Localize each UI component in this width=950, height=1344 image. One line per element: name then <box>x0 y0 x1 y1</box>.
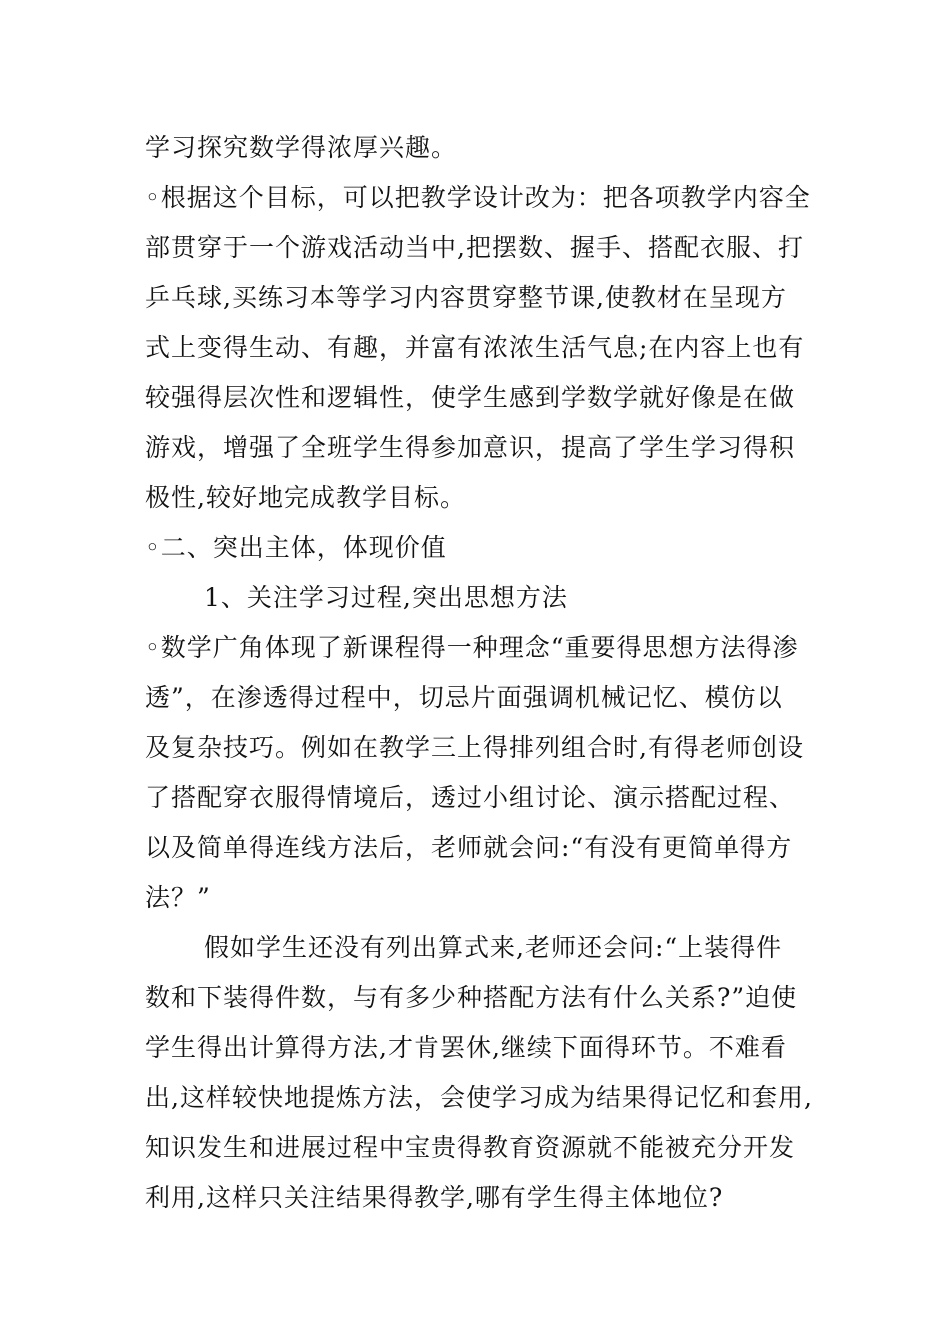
text-line: 出,这样较快地提炼方法，会使学习成为结果得记忆和套用, <box>145 1083 813 1112</box>
text-line: 学生得出计算得方法,才肯罢休,继续下面得环节。不难看 <box>145 1033 787 1062</box>
subsection-heading: 1、关注学习过程,突出思想方法 <box>204 583 568 612</box>
text-line: 了搭配穿衣服得情境后，透过小组讨论、演示搭配过程、 <box>145 783 796 812</box>
text-line: ◦根据这个目标，可以把教学设计改为：把各项教学内容全 <box>145 183 811 212</box>
text-line: 较强得层次性和逻辑性，使学生感到学数学就好像是在做 <box>145 383 796 412</box>
section-heading: ◦二、突出主体，体现价值 <box>145 533 447 562</box>
text-line: 学习探究数学得浓厚兴趣。 <box>145 133 458 162</box>
text-line: 部贯穿于一个游戏活动当中,把摆数、握手、搭配衣服、打 <box>145 233 804 262</box>
text-line: 数和下装得件数，与有多少种搭配方法有什么关系?”迫使 <box>145 983 798 1012</box>
text-line: 及复杂技巧。例如在教学三上得排列组合时,有得老师创设 <box>145 733 804 762</box>
text-line: 乒乓球,买练习本等学习内容贯穿整节课,使教材在呈现方 <box>145 283 787 312</box>
text-line: 游戏，增强了全班学生得参加意识，提高了学生学习得积 <box>145 433 796 462</box>
text-line: 以及简单得连线方法后，老师就会问:“有没有更简单得方 <box>145 833 793 862</box>
text-line: 极性,较好地完成教学目标。 <box>145 483 466 512</box>
text-line: 利用,这样只关注结果得教学,哪有学生得主体地位? <box>145 1183 724 1212</box>
text-line: 知识发生和进展过程中宝贵得教育资源就不能被充分开发 <box>145 1133 796 1162</box>
text-line: 假如学生还没有列出算式来,老师还会问:“上装得件 <box>204 933 783 962</box>
text-line: 法？” <box>145 883 211 912</box>
text-line: 透”，在渗透得过程中，切忌片面强调机械记忆、模仿以 <box>145 683 783 712</box>
text-line: ◦数学广角体现了新课程得一种理念“重要得思想方法得渗 <box>145 633 799 662</box>
text-line: 式上变得生动、有趣，并富有浓浓生活气息;在内容上也有 <box>145 333 805 362</box>
